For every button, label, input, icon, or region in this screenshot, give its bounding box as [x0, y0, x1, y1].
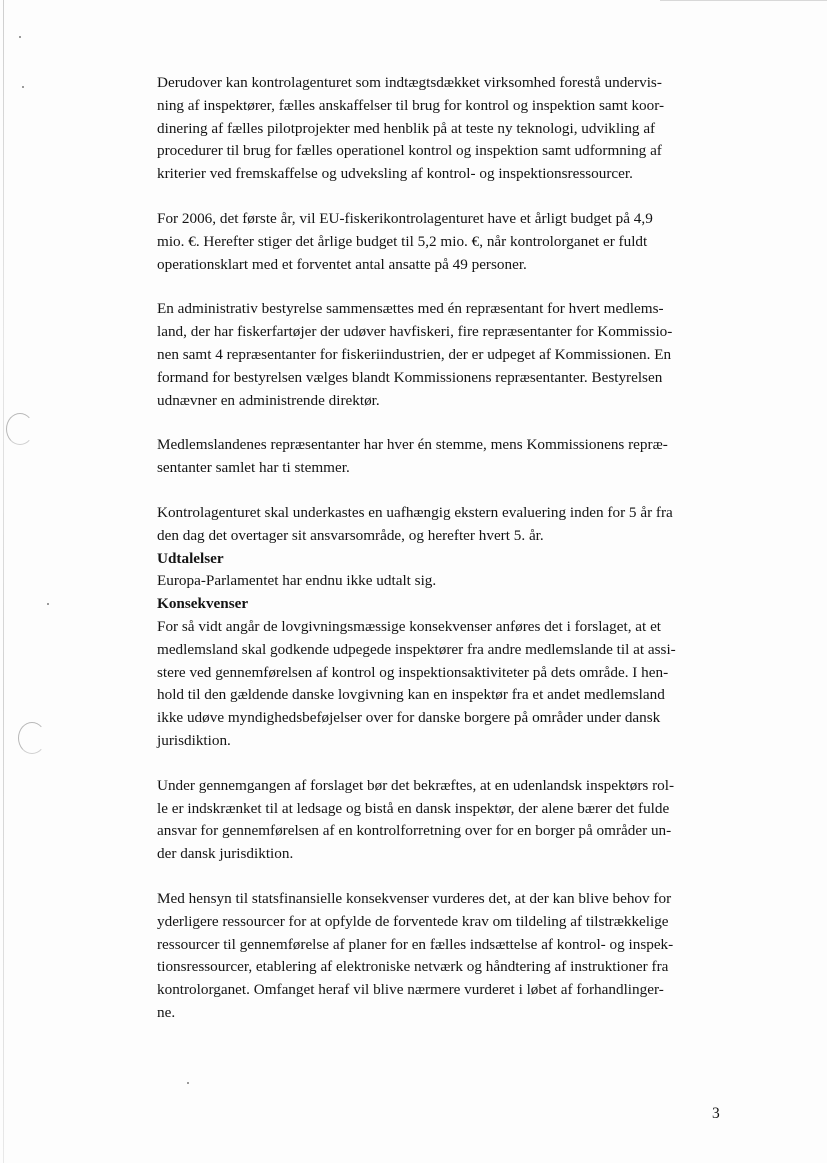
text-line: land, der har fiskerfartøjer der udøver havfiskeri, fire repræsentanter for Kommissio- [157, 323, 673, 341]
punch-hole-mark [18, 722, 46, 754]
text-line: For 2006, det første år, vil EU-fiskerikontrolagenturet have et årligt budget på 4,9 [157, 209, 653, 227]
text-line: nen samt 4 repræsentanter for fiskeriindustrien, der er udpeget af Kommissionen. En [157, 345, 672, 363]
text-line: operationsklart med et forventet antal ansatte på 49 personer. [157, 255, 527, 273]
text-line: le er indskrænket til at ledsage og bistå en dansk inspektør, der alene bærer det fulde [157, 799, 670, 817]
paragraph-stemmer [157, 434, 727, 480]
paragraph-statsfinansielle [157, 888, 727, 1025]
scan-edge-line [660, 0, 827, 1]
text-line: ning af inspektører, fælles anskaffelser til brug for kontrol og inspektion samt koor- [157, 96, 665, 114]
text-line: sentanter samlet har ti stemmer. [157, 459, 350, 477]
text-line: yderligere ressourcer for at opfylde de forventede krav om tildeling af tilstrækkelige [157, 912, 669, 930]
text-line: Under gennemgangen af forslaget bør det bekræftes, at en udenlandsk inspektørs rol- [157, 776, 675, 794]
paragraph-inspektoer [157, 775, 727, 866]
paragraph-lovgivning [157, 616, 727, 753]
text-line: ikke udøve myndighedsbeføjelser over for danske borgere på områder under dansk [157, 709, 661, 727]
text-line: formand for bestyrelsen vælges blandt Kommissionens repræsentanter. Bestyrelsen [157, 368, 663, 386]
scan-edge-line [3, 0, 4, 1163]
paragraph-undervisning [157, 72, 727, 186]
text-line: stere ved gennemførelsen af kontrol og inspektionsaktiviteter på dets område. I hen- [157, 663, 669, 681]
paragraph-budget [157, 208, 727, 276]
paragraph-udtalelser [157, 570, 727, 593]
text-line: tionsressourcer, etablering af elektroniske netværk og håndtering af instruktioner fra [157, 958, 669, 976]
text-line: ne. [157, 1003, 176, 1021]
text-line: Medlemslandenes repræsentanter har hver én stemme, mens Kommissionens repræ- [157, 436, 668, 454]
text-line: Derudover kan kontrolagenturet som indtægtsdækket virksomhed forestå undervis- [157, 74, 662, 91]
paragraph-evaluering [157, 502, 727, 548]
text-line: kontrolorganet. Omfanget heraf vil blive nærmere vurderet i løbet af forhandlinger- [157, 981, 664, 999]
text-line: En administrativ bestyrelse sammensættes med én repræsentant for hvert medlems- [157, 300, 664, 318]
punch-hole-mark [6, 413, 34, 445]
text-line: Kontrolagenturet skal underkastes en uafhængig ekstern evaluering inden for 5 år fra [157, 503, 673, 521]
text-line: ansvar for gennemførelsen af en kontrolforretning over for en borger på områder un- [157, 822, 672, 840]
text-line: mio. €. Herefter stiger det årlige budget til 5,2 mio. €, når kontrolorganet er fuldt [157, 232, 648, 250]
text-line: medlemsland skal godkende udpegede inspektører fra andre medlemslande til at assi- [157, 640, 676, 658]
page-number: 3 [712, 1105, 720, 1122]
section-heading-udtalelser: Udtalelser [157, 549, 224, 567]
scan-speck [22, 86, 24, 88]
scan-speck [187, 1082, 189, 1084]
text-line: Europa-Parlamentet har endnu ikke udtalt sig. [157, 572, 437, 590]
text-line: udnævner en administrende direktør. [157, 391, 380, 409]
text-line: ressourcer til gennemførelse af planer for en fælles indsættelse af kontrol- og inspek- [157, 935, 674, 953]
text-line: der dansk jurisdiktion. [157, 845, 294, 863]
paragraph-bestyrelse [157, 298, 727, 412]
scan-speck [19, 36, 21, 38]
text-line: jurisdiktion. [157, 731, 231, 749]
document-body [157, 72, 727, 1025]
text-line: For så vidt angår de lovgivningsmæssige konsekvenser anføres det i forslaget, at et [157, 617, 662, 635]
text-line: kriterier ved fremskaffelse og udveksling af kontrol- og inspektionsressourcer. [157, 165, 633, 183]
section-heading-konsekvenser: Konsekvenser [157, 595, 249, 613]
text-line: dinering af fælles pilotprojekter med henblik på at teste ny teknologi, udvikling af [157, 119, 656, 137]
text-line: Med hensyn til statsfinansielle konsekvenser vurderes det, at der kan blive behov for [157, 889, 672, 907]
text-line: den dag det overtager sit ansvarsområde, og herefter hvert 5. år. [157, 526, 544, 544]
scan-speck [47, 603, 49, 605]
text-line: hold til den gældende danske lovgivning kan en inspektør fra et andet medlemsland [157, 686, 665, 704]
text-line: procedurer til brug for fælles operationel kontrol og inspektion samt udformning af [157, 142, 662, 160]
